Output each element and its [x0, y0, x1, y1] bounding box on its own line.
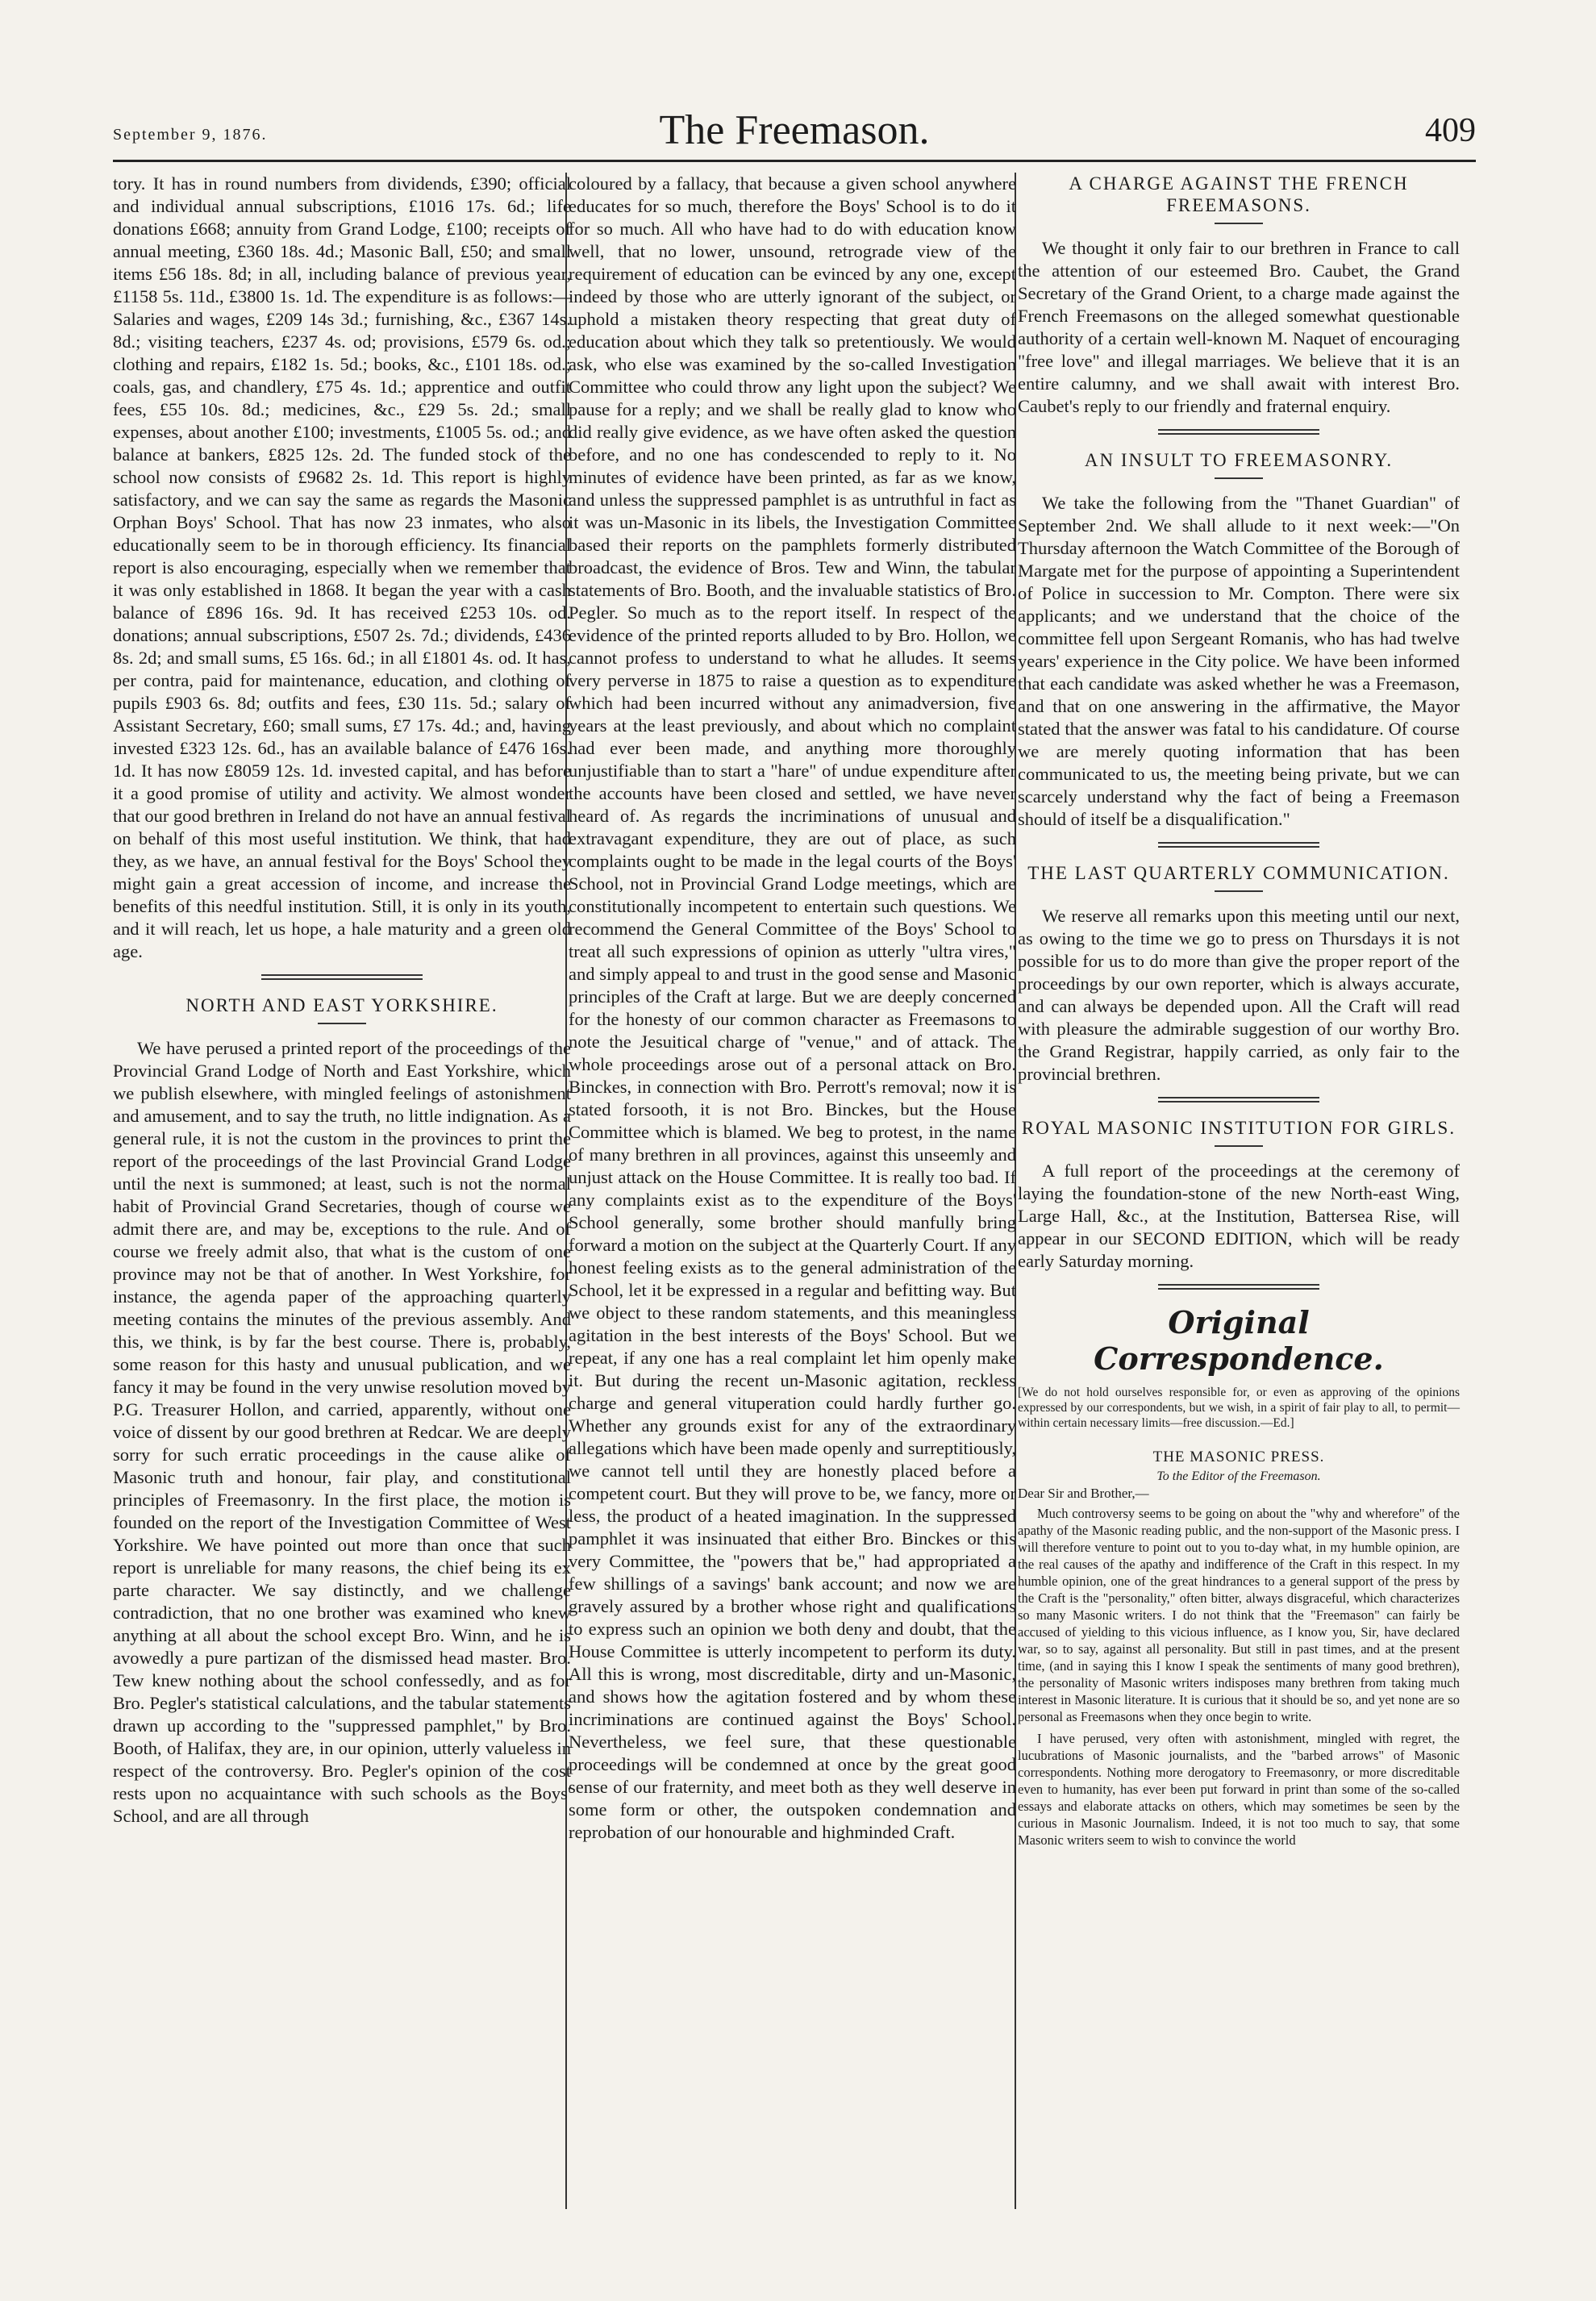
short-rule: [1215, 1145, 1263, 1147]
section-rule: [1158, 1284, 1319, 1290]
issue-date: September 9, 1876.: [113, 126, 268, 144]
short-rule: [318, 1023, 366, 1024]
masthead: [113, 106, 1476, 155]
headline-quarterly-communication: THE LAST QUARTERLY COMMUNICATION.: [1027, 863, 1450, 883]
letter-salutation: Dear Sir and Brother,—: [1018, 1486, 1149, 1501]
letter-body: [1018, 1505, 1460, 1849]
article-paragraph: We have perused a printed report of the proceedings of the Provincial Grand Lodge of North and East Yorkshire, which we publish elsewhere, with mingled feelings of astonishment and amusement, and to say the truth, no little indignation. As a general rule, it is not the custom in the provinces to print the report of the proceedings of the last Provincial Grand Lodge until the next is summoned; at least, such is not the normal habit of Provincial Grand Secretaries, though of course we admit there are, and may be, exceptions to the rule. And of course we freely admit also, that what is the custom of one province may not be that of another. In West Yorkshire, for instance, the agenda paper of the approaching quarterly meeting contains the minutes of the previous assembly. And this, we think, is by far the best course. There is, probably, some reason for this hasty and unusual publication, and we fancy it may be found in the very unwise resolution moved by P.G. Treasurer Hollon, and carried, apparently, without one voice of dissent by our good brethren at Redcar. We are deeply sorry for such erratic proceedings in the cause alike of Masonic truth and honour, fair play, and constitutional principles of Freemasonry. In the first place, the motion is founded on the report of the Investigation Committee of West Yorkshire. We have pointed out more than once that such report is unreliable for many reasons, the chief being its ex parte character. We say distinctly, and we challenge contradiction, that no one brother was examined who knew anything at all about the school except Bro. Winn, and he is avowedly a pure partizan of the dismissed head master. Bro. Tew knew nothing about the school confessedly, and as for Bro. Pegler's statistical calculations, and the tabular statements drawn up according to the "suppressed pamphlet," by Bro. Booth, of Halifax, they are, in our opinion, utterly valueless in respect of the controversy. Bro. Pegler's opinion of the cost rests upon no acquaintance with such schools as the Boys' School, and are all through: [113, 1038, 571, 1826]
letter-paragraph: I have perused, very often with astonishment, mingled with regret, the lucubrations of Masonic journalists, and the "barbed arrows" of Masonic correspondents. Nothing more derogatory to Freemasonry, or more discreditable even to humanity, has ever been put forward in print than some of the so-called essays and elaborate attacks on others, which may sometimes be seen by the curious in Masonic Journalism. Indeed, it is not too much to say, that some Masonic writers seem to wish to convince the world: [1018, 1731, 1460, 1848]
section-rule: [261, 974, 423, 980]
headline-french-freemasons: A CHARGE AGAINST THE FRENCH FREEMASONS.: [1069, 173, 1409, 215]
newspaper-title: The Freemason.: [659, 107, 930, 153]
headline-royal-masonic-institution: ROYAL MASONIC INSTITUTION FOR GIRLS.: [1021, 1118, 1456, 1138]
article-continuation: tory. It has in round numbers from dividends, £390; official and individual annual subscriptions, £1016 17s. 6d.; life donations £668; annuity from Grand Lodge, £100; receipts of annual meeting, £360 18s. 4d.; Masonic Ball, £50; and small items £56 18s. 8d; in all, including balance of previous year, £1158 5s. 11d., £3800 1s. 1d. The expenditure is as follows:— Salaries and wages, £209 14s 3d.; furnishing, &c., £367 14s. 8d.; visiting teachers, £237 4s. od; provisions, £579 6s. od.; clothing and repairs, £182 1s. 5d.; books, &c., £101 18s. od.; coals, gas, and chandlery, £75 4s. 1d.; apprentice and outfit fees, £55 10s. 8d.; medicines, &c., £29 5s. 2d.; small expenses, about another £100; investments, £1005 5s. od.; and balance at bankers, £825 12s. 2d. The funded stock of the school now consists of £9682 2s. 1d. This report is highly satisfactory, and we can say the same as regards the Masonic Orphan Boys' School. That has now 23 inmates, who also educationally seem to be in thorough efficiency. Its financial report is also encouraging, especially when we remember that it was only established in 1868. It began the year with a cash balance of £896 16s. 9d. It has received £253 10s. od. donations; annual subscriptions, £507 2s. 7d.; dividends, £436 8s. 2d; and small sums, £5 16s. 6d.; in all £1801 4s. od. It has, per contra, paid for maintenance, education, and clothing of pupils £903 6s. 8d; outfits and fees, £30 11s. 5d.; salary of Assistant Secretary, £60; small sums, £7 17s. 4d.; and, having invested £323 12s. 6d., has an available balance of £476 16s. 1d. It has now £8059 12s. 1d. invested capital, and has before it a good promise of utility and activity. We almost wonder that our good brethren in Ireland do not have an annual festival on behalf of this most useful institution. We think, that had they, as we have, an annual festival for the Boys' School they might gain a great accession of income, and increase the benefits of this needful institution. Still, it is only in its youth, and it will reach, let us hope, a hale maturity and a green old age.: [113, 173, 571, 961]
column-3: [1018, 173, 1460, 1853]
short-rule: [1215, 890, 1263, 892]
masthead-rule: [113, 160, 1476, 162]
letter-paragraph: Much controversy seems to be going on about the "why and wherefore" of the apathy of the Masonic reading public, and the non-support of the Masonic press. I will therefore venture to point out to you to-day what, in my humble opinion, are the real causes of the apathy and indifference of the Craft in this respect. In my humble opinion, one of the great hindrances to a general support of the press by the Craft is the "personality," often bitter, always disgraceful, which characterizes so many Masonic writers. I do not think that the "Freemason" can fairly be accused of yielding to this vicious influence, as I know you, Sir, have declared war, so to say, against all personality. But still in past times, and at the present time, (and in saying this I know I speak the sentiments of many good brethren), the personality of Masonic writers indisposes many brethren from taking much interest in Masonic literature. It is curious that it should be so, and yet none are so personal as Freemasons when they once begin to write.: [1018, 1506, 1460, 1724]
section-rule: [1158, 842, 1319, 848]
correspondence-section-title: Original Correspondence.: [1094, 1304, 1384, 1377]
letter-addressee: To the Editor of the Freemason.: [1156, 1469, 1321, 1483]
article-paragraph: We thought it only fair to our brethren in France to call the attention of our esteemed Bro. Caubet, the Grand Secretary of the Grand Orient, to a charge made against the French Freemasons on the alleged somewhat questionable authority of a certain well-known M. Naquet of encouraging "free love" and illegal marriages. We believe that it is an entire calumny, and we shall await with interest Bro. Caubet's reply to our friendly and fraternal enquiry.: [1018, 238, 1460, 416]
article-paragraph: We take the following from the "Thanet Guardian" of September 2nd. We shall allude to it next week:—"On Thursday afternoon the Watch Committee of the Borough of Margate met for the purpose of appointing a Superintendent of Police in succession to Mr. Compton. There were six applicants; and we understand that the choice of the committee fell upon Sergeant Romanis, who has had twelve years' experience in the City police. We have been informed that each candidate was asked whether he was a Freemason, and that on one answering in the affirmative, the Mayor stated that the answer was fatal to his candidature. Of course we are merely quoting information that has been communicated to us, the meeting being private, but we can scarcely understand why the fact of being a Freemason should of itself be a disqualification.": [1018, 493, 1460, 829]
editorial-note: [We do not hold ourselves responsible for, or even as approving of the opinions expressed by our correspondents, but we wish, in a spirit of fair play to all, to permit—within certain necessary limits—free discussion.—Ed.]: [1018, 1386, 1460, 1430]
column-2: [569, 173, 1016, 1850]
page-number: 409: [1425, 112, 1476, 149]
short-rule: [1215, 477, 1263, 479]
article-paragraph: We reserve all remarks upon this meeting until our next, as owing to the time we go to press on Thursdays it is not possible for us to do more than give the proper report of the proceedings by our own reporter, which is always accurate, and can always be depended upon. All the Craft will read with pleasure the admirable suggestion of our worthy Bro. the Grand Registrar, happily carried, as only fair to the provincial brethren.: [1018, 906, 1460, 1084]
section-rule: [1158, 429, 1319, 435]
letter-title: THE MASONIC PRESS.: [1152, 1449, 1325, 1465]
article-paragraph: A full report of the proceedings at the ceremony of laying the foundation-stone of the new North-east Wing, Large Hall, &c., at the Institution, Battersea Rise, will appear in our SECOND EDITION, which will be ready early Saturday morning.: [1018, 1161, 1460, 1271]
article-continuation: coloured by a fallacy, that because a given school anywhere educates for so much, therefore the Boys' School is to do it for so much. All who have had to do with education know well, that no lower, unsound, retrograde view of the requirement of education can be evinced by any one, except indeed by those who are utterly ignorant of the subject, or uphold a mistaken theory respecting that great duty of education about which they talk so pretentiously. We would ask, who else was examined by the so-called Investigation Committee who could throw any light upon the subject? We pause for a reply; and we shall be really glad to know who did really give evidence, as we have often asked the question before, and no one has condescended to reply to it. No minutes of evidence have been printed, as far as we know, and unless the suppressed pamphlet is as untruthful in fact as it was un-Masonic in its libels, the Investigation Committee based their reports on the pamphlets formerly distributed broadcast, the evidence of Bros. Tew and Winn, the tabular statements of Bro. Booth, and the invaluable statistics of Bro. Pegler. So much as to the report itself. In respect of the evidence of the printed reports alluded to by Bro. Hollon, we cannot profess to understand to what he alludes. It seems very perverse in 1875 to raise a question as to expenditure which had been incurred without any animadversion, five years at the least previously, and about which no complaint had ever been made, and anything more thoroughly unjustifiable than to start a "hare" of undue expenditure after the accounts have been closed and settled, we have never heard of. As regards the incriminations of unusual and extravagant expenditure, they are out of place, as such complaints ought to be made in the legal courts of the Boys' School, not in Provincial Grand Lodge meetings, which are constitutionally incompetent to entertain such questions. We recommend the General Committee of the Boys' School to treat all such expressions of opinion as utterly "ultra vires," and simply appeal to and trust in the good sense and Masonic principles of the Craft at large. But we are deeply concerned for the honesty of our common character as Freemasons to note the Jesuitical charge of "venue," and of attack. The whole proceedings arose out of a personal attack on Bro. Binckes, in connection with Bro. Perrott's removal; now it is stated forsooth, it is not Bro. Binckes, but the House Committee which is blamed. We beg to protest, in the name of many brethren in all provinces, against this unseemly and unjust attack on the House Committee. It is really too bad. If any complaints exist as to the expenditure of the Boys' School generally, some brother should manfully bring forward a motion on the subject at the Quarterly Court. If any honest feeling exists as to the general administration of the School, let it be expressed in a regular and befitting way. But we object to these random statements, and this meaningless agitation in the best interests of the Boys' School. But we repeat, if any one has a real complaint let him openly make it. But during the recent un-Masonic agitation, reckless charge and general vituperation could hardly further go. Whether any grounds exist for any of the extraordinary allegations which have been made openly and surreptitiously, we cannot tell until they are honestly placed before a competent court. But they will prove to be, we fancy, more or less, the product of a heated imagination. In the suppressed pamphlet it was insinuated that either Bro. Binckes or this very Committee, the "powers that be," had appropriated a few shillings of a savings' bank account; and now we are gravely assured by a brother whose right and qualifications to express such an opinion we both deny and doubt, that the House Committee is utterly incompetent to perform its duty. All this is wrong, most discreditable, dirty and un-Masonic, and shows how the agitation fostered and by whom these incriminations are continued against the Boys' School. Nevertheless, we feel sure, that these questionable proceedings will be condemned at once by the great good sense of our fraternity, and meet both as they well deserve in some form or other, the outspoken condemnation and reprobation of our honourable and highminded Craft.: [569, 173, 1016, 1842]
section-rule: [1158, 1097, 1319, 1103]
column-1: [113, 173, 571, 1834]
headline-insult-freemasonry: AN INSULT TO FREEMASONRY.: [1084, 450, 1394, 470]
short-rule: [1215, 223, 1263, 224]
headline-north-east-yorkshire: NORTH AND EAST YORKSHIRE.: [185, 995, 498, 1015]
